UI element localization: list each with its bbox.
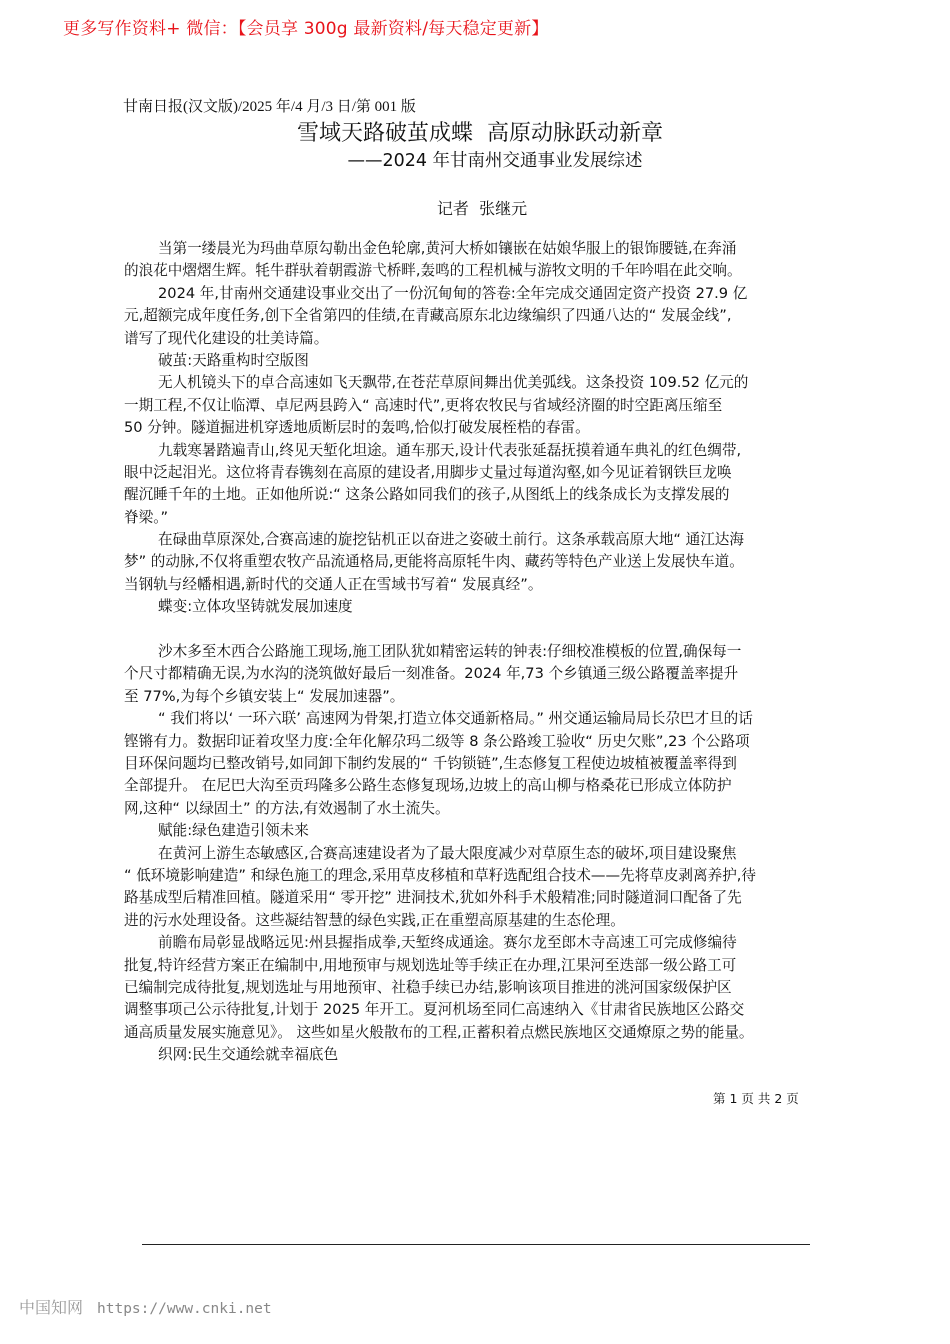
body-line: 蝶变:立体攻坚铸就发展加速度 <box>158 598 353 616</box>
body-line: 元,超额完成年度任务,创下全省第四的佳绩,在青藏高原东北边缘编织了四通八达的“ 发展金线”, <box>124 307 732 325</box>
body-line: 的浪花中熠熠生辉。牦牛群驮着朝霞游弋桥畔,轰鸣的工程机械与游牧文明的千年吟唱在此交响。 <box>124 262 742 280</box>
body-line: 前瞻布局彰显战略远见:州县握指成拳,天堑终成通途。赛尔龙至郎木寺高速工可完成修编待 <box>158 934 737 952</box>
body-line: 醒沉睡千年的土地。正如他所说:“ 这条公路如同我们的孩子,从图纸上的线条成长为支撑发展的 <box>124 486 730 504</box>
body-line: 谱写了现代化建设的壮美诗篇。 <box>124 329 329 347</box>
footer-url-link[interactable]: https://www.cnki.net <box>97 1301 272 1317</box>
footer-divider <box>142 1244 810 1245</box>
body-line: 当第一缕晨光为玛曲草原勾勒出金色轮廓,黄河大桥如镶嵌在姑娘华服上的银饰腰链,在奔涌 <box>158 240 737 257</box>
page-number: 第 1 页 共 2 页 <box>713 1091 799 1106</box>
body-line: 2024 年,甘南州交通建设事业交出了一份沉甸甸的答卷:全年完成交通固定资产投资 27.9 亿 <box>158 284 748 302</box>
body-line: 全部提升。 在尼巴大沟至贡玛隆多公路生态修复现场,边坡上的高山柳与格桑花已形成立体防护 <box>124 777 732 795</box>
article-body <box>124 238 854 1066</box>
promo-banner: 更多写作资料+ 微信：【会员享 300g 最新资料/每天稳定更新】 <box>63 19 549 39</box>
body-line: 已编制完成待批复,规划选址与用地预审、社稳手续已办结,影响该项目推进的洮河国家级保护区 <box>124 978 732 996</box>
body-line: 脊梁。” <box>124 508 169 526</box>
blank-line <box>124 619 854 641</box>
footer <box>19 1295 272 1318</box>
body-line: 破茧:天路重构时空版图 <box>158 351 309 369</box>
body-line: 无人机镜头下的卓合高速如飞天飘带,在苍茫草原间舞出优美弧线。这条投资 109.52 亿元的 <box>158 374 749 392</box>
byline: 记者 张继元 <box>436 199 528 218</box>
body-line: 路基成型后精准回植。隧道采用“ 零开挖” 进洞技术,犹如外科手术般精准;同时隧道洞口配备了先 <box>124 889 742 907</box>
body-line: 一期工程,不仅让临潭、卓尼两县跨入“ 高速时代”,更将农牧民与省域经济圈的时空距离压缩至 <box>124 396 723 414</box>
body-line: 铿锵有力。数据印证着攻坚力度:全年化解尕玛二级等 8 条公路竣工验收“ 历史欠账”,23 个公路项 <box>124 732 750 750</box>
body-line: “ 低环境影响建造” 和绿色施工的理念,采用草皮移植和草籽选配组合技术——先将草皮剥离养护,待 <box>124 866 757 884</box>
body-line: 批复,特许经营方案正在编制中,用地预审与规划选址等手续正在办理,江果河至迭部一级公路工可 <box>124 956 737 974</box>
body-line: 织网:民生交通绘就幸福底色 <box>158 1046 339 1064</box>
body-line: “ 我们将以‘ 一环六联’ 高速网为骨架,打造立体交通新格局。” 州交通运输局局长尕巴才旦的话 <box>158 710 753 728</box>
body-line: 在黄河上游生态敏感区,合赛高速建设者为了最大限度减少对草原生态的破坏,项目建设聚焦 <box>158 844 737 862</box>
body-line: 沙木多至木西合公路施工现场,施工团队犹如精密运转的钟表:仔细校准模板的位置,确保每一 <box>158 643 742 661</box>
body-line: 调整事项己公示待批复,计划于 2025 年开工。夏河机场至同仁高速纳入《甘肃省民族地区公路交 <box>124 1001 745 1019</box>
body-line: 个尺寸都精确无误,为水沟的浇筑做好最后一刻准备。2024 年,73 个乡镇通三级公路覆盖率提升 <box>124 665 739 683</box>
body-line: 当钢轨与经幡相遇,新时代的交通人正在雪域书写着“ 发展真经”。 <box>124 575 543 593</box>
body-line: 通高质量发展实施意见》。 这些如星火般散布的工程,正蓄积着点燃民族地区交通燎原之势的能量。 <box>124 1023 754 1041</box>
body-line: 网,这种“ 以绿固土” 的方法,有效遏制了水土流失。 <box>124 799 450 817</box>
body-line: 梦” 的动脉,不仅将重塑农牧产品流通格局,更能将高原牦牛肉、藏药等特色产业送上发展快车道。 <box>124 553 744 571</box>
body-line: 进的污水处理设备。这些凝结智慧的绿色实践,正在重塑高原基建的生态伦理。 <box>124 911 625 929</box>
footer-site-name: 中国知网 <box>19 1298 84 1317</box>
article-subtitle: ——2024 年甘南州交通事业发展综述 <box>347 151 643 171</box>
body-line: 眼中泛起泪光。这位将青春镌刻在高原的建设者,用脚步丈量过每道沟壑,如今见证着钢铁巨龙唤 <box>124 463 732 481</box>
body-line: 至 77%,为每个乡镇安装上“ 发展加速器”。 <box>124 687 405 705</box>
body-line: 目环保问题均已整改销号,如同卸下制约发展的“ 千钧锁链”,生态修复工程使边坡植被覆盖率得到 <box>124 754 737 772</box>
body-line: 50 分钟。隧道掘进机穿透地质断层时的轰鸣,恰似打破发展桎梏的春雷。 <box>124 419 590 437</box>
body-line: 赋能:绿色建造引领未来 <box>158 822 309 840</box>
body-line: 在碌曲草原深处,合赛高速的旋挖钻机正以奋进之姿破土前行。这条承载高原大地“ 通江达海 <box>158 531 744 549</box>
source-line: 甘南日报(汉文版)/2025 年/4 月/3 日/第 001 版 <box>123 99 416 115</box>
article-title: 雪域天路破茧成蝶 高原动脉跃动新章 <box>297 121 663 146</box>
body-line: 九载寒暑踏遍青山,终见天堑化坦途。通车那天,设计代表张延磊抚摸着通车典礼的红色绸带, <box>158 441 742 459</box>
